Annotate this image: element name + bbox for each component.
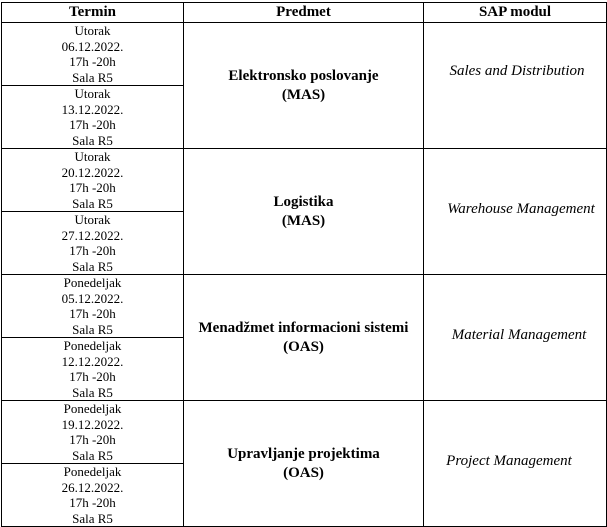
session-day: Ponedeljak	[63, 338, 122, 353]
table-row	[2, 23, 607, 86]
termin-cell	[2, 149, 184, 212]
predmet-cell	[184, 275, 424, 401]
session-day: Utorak	[74, 23, 111, 38]
session-time: 17h -20h	[69, 306, 116, 321]
termin-cell	[2, 338, 184, 401]
predmet-type: (OAS)	[283, 464, 324, 481]
sap-modul-name: Sales and Distribution	[449, 63, 585, 79]
predmet-cell	[184, 23, 424, 149]
header-sap-modul: SAP modul	[424, 3, 607, 23]
session-day: Utorak	[74, 86, 111, 101]
predmet-cell	[184, 149, 424, 275]
session-room: Sala R5	[72, 384, 113, 400]
session-time: 17h -20h	[69, 495, 116, 510]
session-date: 27.12.2022.	[61, 227, 124, 243]
sap-modul-name: Warehouse Management	[447, 201, 595, 217]
predmet-name: Upravljanje projektima	[227, 445, 380, 462]
schedule-table	[1, 2, 607, 527]
predmet-name: Menadžmet informacioni sistemi	[198, 319, 409, 336]
termin-cell	[2, 464, 184, 527]
sap-modul-name: Project Management	[446, 453, 572, 469]
table-row	[2, 401, 607, 464]
termin-cell	[2, 275, 184, 338]
session-time: 17h -20h	[69, 54, 116, 69]
session-date: 12.12.2022.	[61, 353, 124, 369]
predmet-type: (OAS)	[283, 338, 324, 355]
session-room: Sala R5	[72, 447, 113, 463]
session-time: 17h -20h	[69, 243, 116, 258]
sap-modul-cell	[424, 275, 607, 401]
predmet-type: (MAS)	[281, 86, 326, 103]
predmet-cell	[184, 401, 424, 527]
sap-modul-cell	[424, 23, 607, 149]
session-room: Sala R5	[72, 132, 113, 148]
session-date: 20.12.2022.	[61, 164, 124, 180]
session-date: 19.12.2022.	[61, 416, 124, 432]
session-room: Sala R5	[72, 258, 113, 274]
table-row	[2, 149, 607, 212]
session-time: 17h -20h	[69, 117, 116, 132]
header-predmet: Predmet	[184, 3, 424, 23]
session-date: 13.12.2022.	[61, 101, 124, 117]
session-time: 17h -20h	[69, 369, 116, 384]
session-time: 17h -20h	[69, 180, 116, 195]
session-date: 26.12.2022.	[61, 479, 124, 495]
predmet-name: Logistika	[273, 193, 334, 210]
session-time: 17h -20h	[69, 432, 116, 447]
session-day: Utorak	[74, 212, 111, 227]
predmet-type: (MAS)	[281, 212, 326, 229]
session-room: Sala R5	[72, 321, 113, 337]
session-room: Sala R5	[72, 69, 113, 85]
termin-cell	[2, 23, 184, 86]
termin-cell	[2, 401, 184, 464]
sap-modul-cell	[424, 401, 607, 527]
session-room: Sala R5	[72, 510, 113, 526]
session-day: Ponedeljak	[63, 464, 122, 479]
session-day: Ponedeljak	[63, 275, 122, 290]
termin-cell	[2, 212, 184, 275]
header-termin: Termin	[2, 3, 184, 23]
predmet-name: Elektronsko poslovanje	[228, 67, 379, 84]
session-date: 06.12.2022.	[61, 38, 124, 54]
session-day: Ponedeljak	[63, 401, 122, 416]
termin-cell	[2, 86, 184, 149]
sap-modul-cell	[424, 149, 607, 275]
session-date: 05.12.2022.	[61, 290, 124, 306]
session-day: Utorak	[74, 149, 111, 164]
header-row	[2, 3, 607, 23]
sap-modul-name: Material Management	[451, 327, 587, 343]
session-room: Sala R5	[72, 195, 113, 211]
table-row	[2, 275, 607, 338]
